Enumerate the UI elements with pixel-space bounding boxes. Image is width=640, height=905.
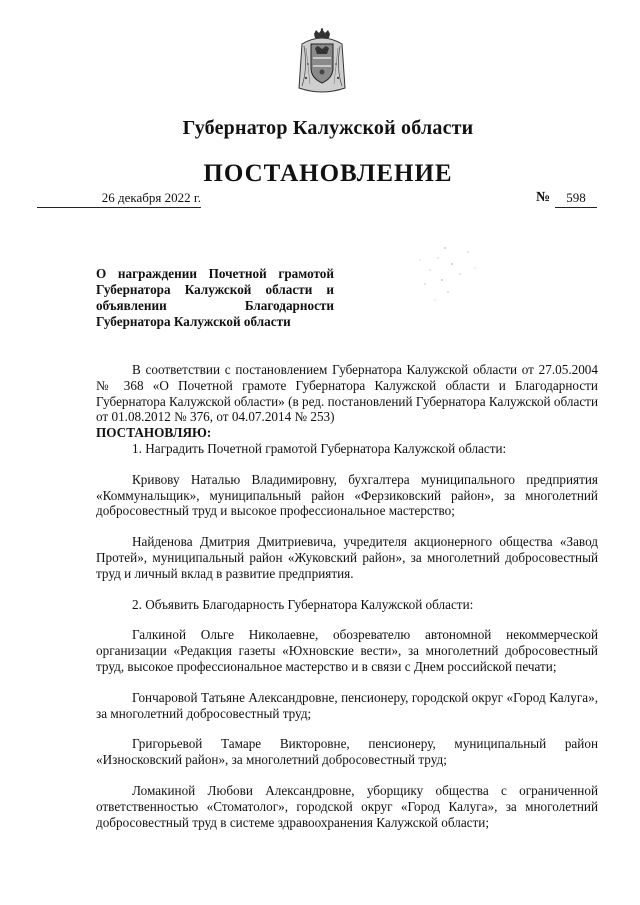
awardee-paragraph: Найденова Дмитрия Дмитриевича, учредителя акционерного общества «Завод Протей», муниципальный район «Жуковский район», за многолетний добросовестный труд и личный вклад в развитие предприятия. [96, 534, 598, 581]
document-subject: О награждении Почетной грамотой Губернатора Калужской области и объявлении Благодарности Губернатора Калужской области [96, 266, 334, 329]
document-date: 26 декабря 2022 г. [37, 190, 201, 208]
document-body [96, 362, 598, 830]
document-number: 598 [555, 190, 597, 208]
number-label: № [536, 190, 551, 205]
scan-speckle-marks [390, 240, 500, 310]
awardee-paragraph: Ломакиной Любови Александровне, уборщику общества с ограниченной ответственностью «Стоматолог», городской округ «Город Калуга», за многолетний добросовестный труд в системе здравоохранения Калужской области; [96, 782, 598, 830]
preamble-paragraph: В соответствии с постановлением Губернатора Калужской области от 27.05.2004 № 368 «О Почетной грамоте Губернатора Калужской области и Благодарности Губернатора Калужской области» (в ред. постановлений Губернатора Калужской области от 01.08.2012 № 376, от 04.07.2014 № 253) [96, 362, 598, 425]
awardee-paragraph: Григорьевой Тамаре Викторовне, пенсионеру, муниципальный район «Износковский район», за многолетний добросовестный труд; [96, 736, 598, 768]
awardee-paragraph: Гончаровой Татьяне Александровне, пенсионеру, городской округ «Город Калуга», за многолетний добросовестный труд; [96, 689, 598, 721]
kaluga-coat-of-arms-icon [296, 28, 348, 98]
awardee-paragraph: Галкиной Ольге Николаевне, обозревателю автономной некоммерческой организации «Редакция газеты «Юхновские вести», за многолетний добросовестный труд, высокое профессиональное мастерство и в связи с Днем российской печати; [96, 627, 598, 674]
item-2-heading: 2. Объявить Благодарность Губернатора Калужской области: [132, 596, 474, 612]
organization-title: Губернатор Калужской области [182, 117, 474, 139]
awardee-paragraph: Кривову Наталью Владимировну, бухгалтера муниципального предприятия «Коммунальщик», муниципальный район «Ферзиковский район», за многолетний добросовестный труд и высокое профессиональное мастерство; [96, 471, 598, 519]
resolve-heading: ПОСТАНОВЛЯЮ: [96, 425, 212, 441]
item-1-heading: 1. Наградить Почетной грамотой Губернатора Калужской области: [132, 440, 507, 456]
document-type-heading: ПОСТАНОВЛЕНИЕ [203, 160, 453, 187]
